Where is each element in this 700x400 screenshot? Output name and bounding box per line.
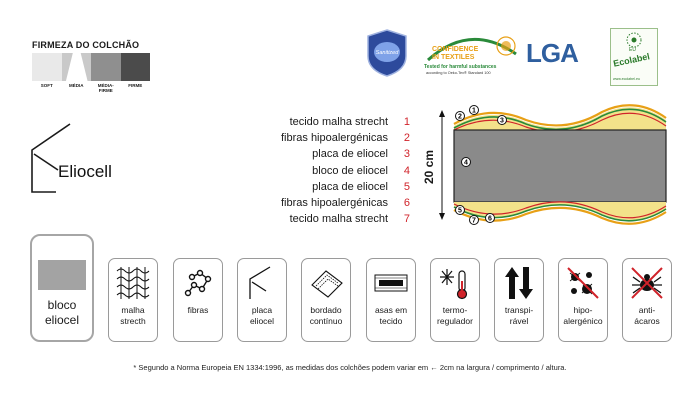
lga-logo bbox=[526, 38, 596, 68]
layer-label: fibras hipoalergénicas bbox=[280, 197, 388, 210]
firmness-media bbox=[62, 53, 92, 81]
layer-label: tecido malha strecht bbox=[289, 116, 388, 129]
layer-label: bloco de eliocel bbox=[312, 164, 388, 177]
firmness-firme bbox=[121, 53, 151, 81]
ecolabel-name: Ecolabel bbox=[612, 51, 651, 69]
feature-transpiravel bbox=[494, 258, 544, 342]
oeko-tex-logo bbox=[420, 28, 530, 84]
feature-label bbox=[32, 298, 92, 328]
firmness-title: FIRMEZA DO COLCHÃO bbox=[32, 40, 140, 50]
brand-name: Eliocell bbox=[58, 162, 112, 181]
mattress-cross-section bbox=[430, 100, 670, 230]
feature-line1: hipo- bbox=[573, 305, 593, 315]
feature-line1: placa bbox=[251, 305, 273, 315]
layer-label: tecido malha strecht bbox=[289, 213, 388, 226]
feature-label bbox=[623, 305, 671, 327]
feature-fibras bbox=[173, 258, 223, 342]
firmness-soft bbox=[32, 53, 62, 81]
feature-anti-acaros bbox=[622, 258, 672, 342]
firmness-label: SOFT bbox=[40, 83, 53, 88]
layer-item bbox=[250, 163, 410, 179]
feature-label bbox=[495, 305, 543, 327]
feature-line2: alergénico bbox=[563, 316, 603, 326]
firmness-label: MÉDIA bbox=[69, 83, 84, 88]
ecolabel-url: www.ecolabel.eu bbox=[613, 77, 640, 81]
knit-icon bbox=[115, 265, 151, 301]
oeko-line1: CONFIDENCE bbox=[432, 46, 479, 53]
firmness-labels bbox=[32, 83, 150, 93]
fiber-icon bbox=[180, 265, 216, 301]
firmness-label: FIRME bbox=[128, 83, 143, 88]
marker-3: 3 bbox=[500, 117, 504, 125]
feature-placa-eliocel bbox=[237, 258, 287, 342]
layer-item bbox=[250, 130, 410, 146]
layer-number: 6 bbox=[403, 197, 410, 210]
layer-item bbox=[250, 211, 410, 227]
feature-line2: rável bbox=[509, 316, 529, 326]
airflow-icon bbox=[501, 265, 537, 301]
layer-number: 1 bbox=[403, 116, 410, 129]
firmness-label: MÉDIA-FIRME bbox=[97, 83, 114, 93]
plate-icon bbox=[244, 265, 280, 301]
feature-line2: tecido bbox=[379, 316, 403, 326]
feature-label bbox=[238, 305, 286, 327]
marker-6: 6 bbox=[488, 215, 492, 223]
sanitized-logo bbox=[362, 28, 412, 78]
feature-line1: bloco bbox=[47, 298, 77, 312]
footnote: * Segundo a Norma Europeia EN 1334:1996, as medidas dos colchões podem variar em ← 2cm na largura / comprimento / altura. bbox=[133, 363, 567, 372]
feature-malha-strecth bbox=[108, 258, 158, 342]
feature-line2: ácaros bbox=[634, 316, 660, 326]
feature-termo-regulador bbox=[430, 258, 480, 342]
layer-label: fibras hipoalergénicas bbox=[280, 132, 388, 145]
layer-legend bbox=[250, 114, 410, 227]
oeko-standard: according to Oeko-Tex® Standard 100 bbox=[426, 71, 491, 75]
layer-number: 4 bbox=[403, 164, 410, 177]
layer-number: 7 bbox=[403, 213, 410, 226]
ecolabel-eu: EU bbox=[629, 47, 636, 53]
stitch-icon bbox=[308, 265, 344, 301]
feature-hipoalergenico bbox=[558, 258, 608, 342]
oeko-line2: IN TEXTILES bbox=[432, 54, 475, 61]
eliocell-logo-icon bbox=[28, 120, 88, 200]
lga-text: LGA bbox=[526, 38, 578, 68]
layer-label: placa de eliocel bbox=[312, 180, 388, 193]
sanitized-text: Sanitized bbox=[375, 50, 399, 56]
marker-1: 1 bbox=[472, 107, 476, 115]
handle-icon bbox=[373, 265, 409, 301]
feature-line1: anti- bbox=[638, 305, 656, 315]
layer-item bbox=[250, 114, 410, 130]
thermometer-icon bbox=[437, 265, 473, 301]
marker-5: 5 bbox=[458, 207, 462, 215]
layer-number: 2 bbox=[403, 132, 410, 145]
feature-label bbox=[367, 305, 415, 327]
feature-line1: asas em bbox=[374, 305, 408, 315]
feature-line2: strecth bbox=[120, 316, 146, 326]
firmness-scale bbox=[32, 40, 150, 93]
feature-line2: contínuo bbox=[309, 316, 343, 326]
feature-label bbox=[559, 305, 607, 327]
layer-label: placa de eliocel bbox=[312, 148, 388, 161]
feature-line2: eliocel bbox=[44, 313, 80, 327]
feature-bloco-eliocel bbox=[30, 234, 94, 342]
marker-4: 4 bbox=[464, 159, 468, 167]
anti-allergy-icon bbox=[565, 265, 601, 301]
feature-line1: malha bbox=[121, 305, 145, 315]
feature-label bbox=[431, 305, 479, 327]
feature-list bbox=[30, 234, 670, 344]
feature-asas-em-tecido bbox=[366, 258, 416, 342]
brand-logo bbox=[28, 120, 148, 200]
oeko-title bbox=[432, 46, 478, 62]
ecolabel-logo bbox=[610, 28, 658, 86]
layer-item bbox=[250, 195, 410, 211]
feature-line1: bordado bbox=[310, 305, 342, 315]
firmness-media-firme bbox=[91, 53, 121, 81]
feature-line2: regulador bbox=[437, 316, 473, 326]
layer-number: 5 bbox=[403, 180, 410, 193]
oeko-tested: Tested for harmful substances bbox=[424, 64, 497, 70]
certifications bbox=[360, 28, 670, 84]
bloco-swatch bbox=[38, 260, 86, 290]
feature-bordado-continuo bbox=[301, 258, 351, 342]
layer-item bbox=[250, 146, 410, 162]
layer-number: 3 bbox=[403, 148, 410, 161]
feature-label bbox=[109, 305, 157, 327]
feature-line1: termo- bbox=[442, 305, 468, 315]
marker-7: 7 bbox=[472, 217, 476, 225]
height-value: 20 cm bbox=[422, 149, 437, 185]
firmness-indicator-icon bbox=[62, 53, 92, 81]
feature-label bbox=[174, 305, 222, 316]
feature-line2: eliocel bbox=[249, 316, 275, 326]
firmness-bar bbox=[32, 53, 150, 81]
feature-label bbox=[302, 305, 350, 327]
anti-mite-icon bbox=[629, 265, 665, 301]
cross-section-drawing bbox=[430, 100, 670, 230]
layer-item bbox=[250, 179, 410, 195]
marker-2: 2 bbox=[458, 113, 462, 121]
feature-line1: fibras bbox=[187, 305, 209, 315]
feature-line1: transpi- bbox=[504, 305, 534, 315]
